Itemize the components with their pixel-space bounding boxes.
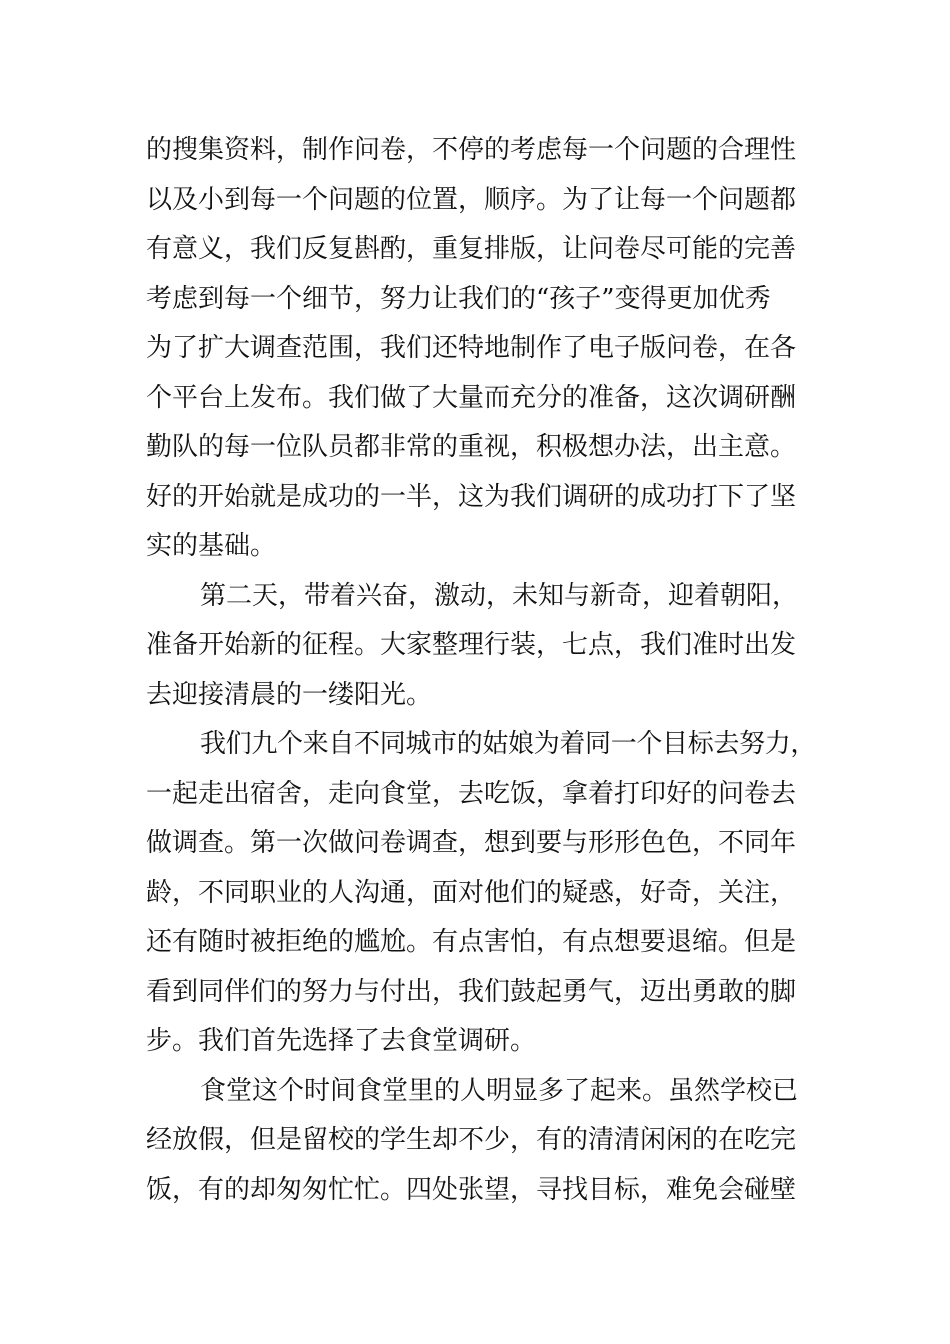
- text-line: 做调查。第一次做问卷调查，想到要与形形色色，不同年: [146, 828, 797, 858]
- text-line: 经放假，但是留校的学生却不少，有的清清闲闲的在吃完: [146, 1125, 797, 1155]
- text-line: 勤队的每一位队员都非常的重视，积极想办法，出主意。: [146, 432, 797, 462]
- text-line: 考虑到每一个细节，努力让我们的“孩子”变得更加优秀: [146, 283, 771, 314]
- text-line: 以及小到每一个问题的位置，顺序。为了让每一个问题都: [146, 184, 797, 215]
- text-line: 还有随时被拒绝的尴尬。有点害怕，有点想要退缩。但是: [146, 927, 797, 957]
- text-line: 一起走出宿舍，走向食堂，去吃饭，拿着打印好的问卷去: [146, 778, 797, 809]
- text-line: 实的基础。: [146, 531, 277, 561]
- text-line: 的搜集资料，制作问卷，不停的考虑每一个问题的合理性: [146, 135, 797, 165]
- text-line: 去迎接清晨的一缕阳光。: [146, 679, 433, 710]
- text-line: 我们九个来自不同城市的姑娘为着同一个目标去努力，: [200, 729, 817, 759]
- text-line: 准备开始新的征程。大家整理行装，七点，我们准时出发: [146, 630, 797, 660]
- text-line: 龄，不同职业的人沟通，面对他们的疑惑，好奇，关注，: [146, 877, 797, 908]
- text-line: 为了扩大调查范围，我们还特地制作了电子版问卷，在各: [146, 333, 797, 363]
- text-line: 有意义，我们反复斟酌，重复排版，让问卷尽可能的完善: [146, 234, 797, 264]
- text-line: 看到同伴们的努力与付出，我们鼓起勇气，迈出勇敢的脚: [146, 976, 797, 1007]
- text-line: 第二天，带着兴奋，激动，未知与新奇，迎着朝阳，: [200, 580, 799, 611]
- text-line: 食堂这个时间食堂里的人明显多了起来。虽然学校已: [200, 1075, 799, 1106]
- body-text: [146, 126, 816, 1215]
- text-line: 步。我们首先选择了去食堂调研。: [146, 1026, 537, 1056]
- text-line: 好的开始就是成功的一半，这为我们调研的成功打下了坚: [146, 481, 797, 512]
- text-line: 个平台上发布。我们做了大量而充分的准备，这次调研酬: [146, 382, 797, 413]
- text-line: 饭，有的却匆匆忙忙。四处张望，寻找目标，难免会碰壁: [146, 1174, 797, 1205]
